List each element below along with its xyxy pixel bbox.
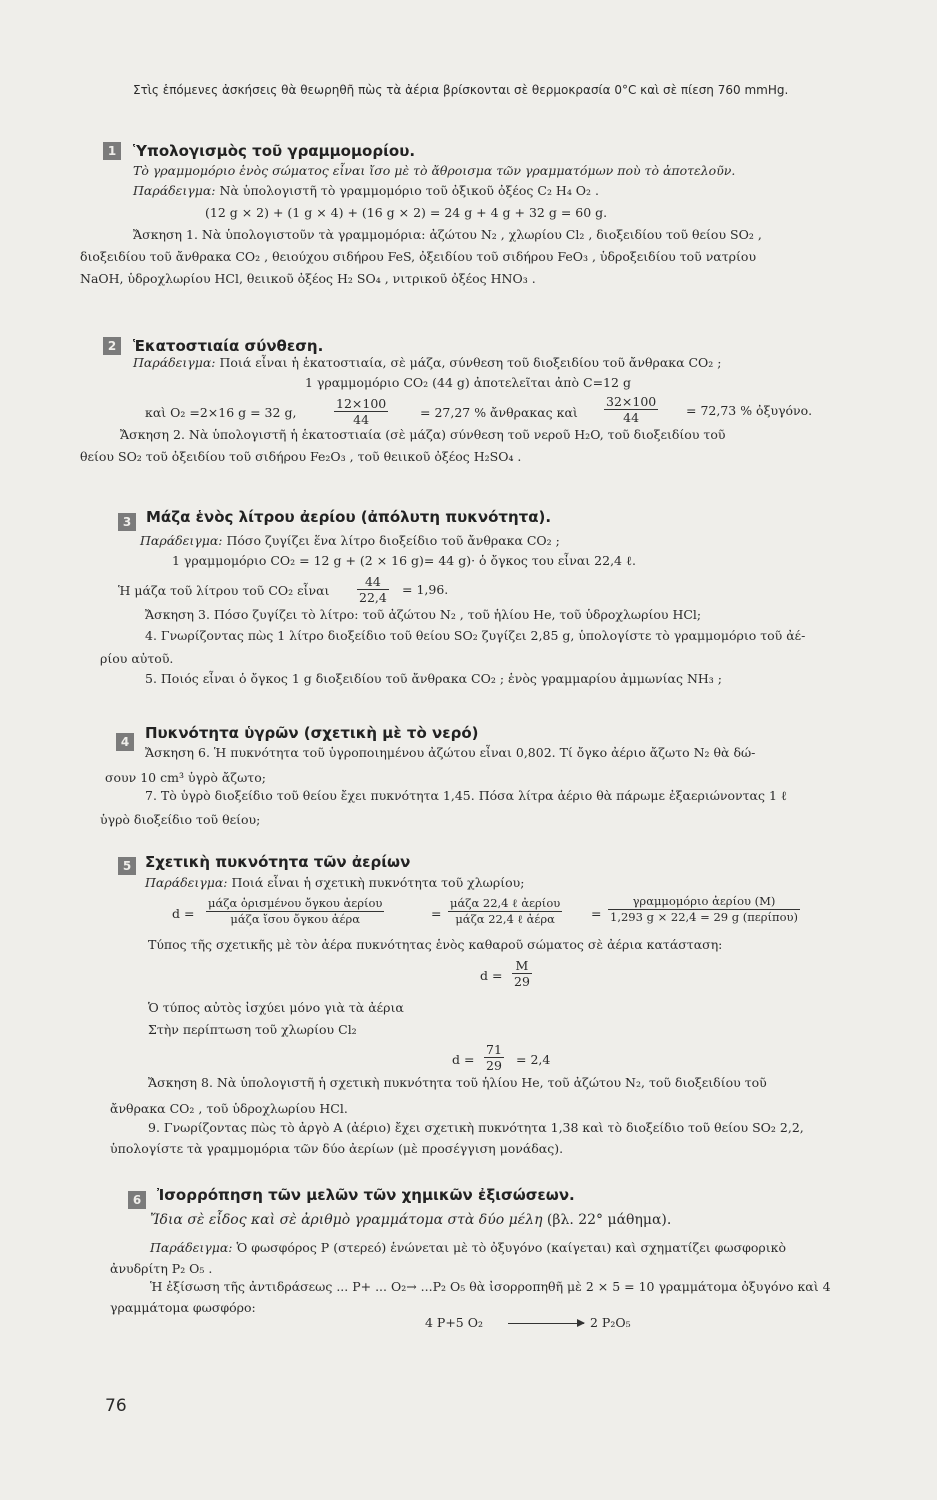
s2-oxygen-percent: = 72,73 % ὀξυγόνο. — [686, 403, 813, 418]
s5-example: Παράδειγμα: Ποιά εἶναι ἡ σχετικὴ πυκνότητα τοῦ χλωρίου; — [145, 875, 525, 890]
s5-d-symbol-2: d = — [480, 968, 503, 983]
s5-equals-2: = — [591, 906, 602, 921]
section-6-number: 6 — [128, 1191, 146, 1209]
s3-molar-volume: 1 γραμμομόριο CO₂ = 12 g + (2 × 16 g)= 44 g)· ὁ ὄγκος του εἶναι 22,4 ℓ. — [172, 553, 636, 568]
s2-molar-mass: 1 γραμμομόριο CO₂ (44 g) ἀποτελεῖται ἀπὸ C=12 g — [305, 375, 631, 390]
s2-oxygen-fraction: $\frac{32\times 100}{44}$ — [606, 394, 657, 425]
section-1-title: Ὑπολογισμὸς τοῦ γραμμομορίου. — [133, 142, 416, 160]
section-4-title: Πυκνότητα ὑγρῶν (σχετικὴ μὲ τὸ νερό) — [145, 724, 479, 742]
s5-exercise-8-line-2: ἄνθρακα CO₂ , τοῦ ὑδροχλωρίου HCl. — [110, 1101, 348, 1116]
s6-equation-products: 2 P₂O₅ — [590, 1315, 631, 1330]
s5-fraction-c: γραμμομόριο ἀερίου (M) 1,293 g × 22,4 = 29 g (περίπου) — [610, 894, 798, 924]
s5-fraction-a: μάζα ὁρισμένου ὄγκου ἀερίου μάζα ἴσου ὄγκου ἀέρα — [208, 896, 383, 926]
s5-note: Ὁ τύπος αὐτὸς ἰσχύει μόνο γιὰ τὰ ἀέρια — [148, 1000, 404, 1015]
section-1-number: 1 — [103, 142, 121, 160]
s4-exercise-6-line-1: Ἄσκηση 6. Ἡ πυκνότητα τοῦ ὑγροποιημένου ἀζώτου εἶναι 0,802. Τί ὄγκο ἀέριο ἄζωτο N₂ θὰ δώ- — [145, 745, 756, 760]
section-5-title: Σχετικὴ πυκνότητα τῶν ἀερίων — [145, 853, 411, 871]
section-3-title: Μάζα ἑνὸς λίτρου ἀερίου (ἀπόλυτη πυκνότητα). — [146, 508, 552, 526]
s2-carbon-fraction: $\frac{12\times 100}{44}$ — [336, 396, 387, 427]
s3-exercise-4-line-1: 4. Γνωρίζοντας πὼς 1 λίτρο διοξείδιο τοῦ θείου SO₂ ζυγίζει 2,85 g, ὑπολογίστε τὸ γραμμομόριο τοῦ ἀέ- — [145, 628, 806, 643]
s2-exercise-line-2: θείου SO₂ τοῦ ὀξειδίου τοῦ σιδήρου Fe₂O₃ , τοῦ θειικοῦ ὀξέος H₂SO₄ . — [80, 449, 522, 464]
s5-exercise-9-line-2: ὑπολογίστε τὰ γραμμομόρια τῶν δύο ἀερίων (μὲ προσέγγιση μονάδας). — [110, 1141, 564, 1156]
reaction-arrow — [508, 1323, 584, 1324]
s4-exercise-6-line-2: σουν 10 cm³ ὑγρὸ ἄζωτο; — [105, 770, 266, 785]
s1-exercise-line-3: NaOH, ὑδροχλωρίου HCl, θειικοῦ ὀξέος H₂ SO₄ , νιτρικοῦ ὀξέος HNO₃ . — [80, 271, 536, 286]
section-6-title: Ἰσορρόπηση τῶν μελῶν τῶν χημικῶν ἐξισώσεων. — [157, 1186, 575, 1204]
s2-carbon-percent: = 27,27 % ἄνθρακας καὶ — [420, 405, 578, 420]
s5-chlorine-result: = 2,4 — [516, 1052, 551, 1067]
s4-exercise-7-line-1: 7. Τὸ ὑγρὸ διοξείδιο τοῦ θείου ἔχει πυκνότητα 1,45. Πόσα λίτρα ἀέριο θὰ πάρωμε ἐξαεριώνοντας 1 ℓ — [145, 788, 787, 803]
s5-exercise-9-line-1: 9. Γνωρίζοντας πὼς τὸ ἀργὸ A (ἀέριο) ἔχει σχετικὴ πυκνότητα 1,38 καὶ τὸ διοξείδιο τοῦ θείου SO₂ 2,2, — [148, 1120, 804, 1135]
section-2-number: 2 — [103, 337, 121, 355]
s1-example: Παράδειγμα: Νὰ ὑπολογιστῆ τὸ γραμμομόριο τοῦ ὀξικοῦ ὀξέος C₂ H₄ O₂ . — [133, 183, 600, 198]
s6-equation-text-line-2: γραμμάτομα φωσφόρο: — [110, 1300, 256, 1315]
s5-exercise-8-line-1: Ἄσκηση 8. Νὰ ὑπολογιστῆ ἡ σχετικὴ πυκνότητα τοῦ ἡλίου He, τοῦ ἀζώτου N₂, τοῦ διοξειδίου τοῦ — [148, 1075, 767, 1090]
section-2-title: Ἑκατοστιαία σύνθεση. — [133, 337, 324, 355]
s3-mass-label: Ἡ μάζα τοῦ λίτρου τοῦ CO₂ εἶναι — [118, 583, 330, 598]
s5-chlorine-case: Στὴν περίπτωση τοῦ χλωρίου Cl₂ — [148, 1022, 357, 1037]
s1-calculation: (12 g × 2) + (1 g × 4) + (16 g × 2) = 24 g + 4 g + 32 g = 60 g. — [205, 205, 608, 220]
s6-example-line-1: Παράδειγμα: Ὁ φωσφόρος P (στερεό) ἑνώνεται μὲ τὸ ὀξυγόνο (καίγεται) καὶ σχηματίζει φωσφορικὸ — [150, 1240, 786, 1255]
s5-d-symbol: d = — [172, 906, 195, 921]
s5-d-symbol-3: d = — [452, 1052, 475, 1067]
s5-formula-fraction: $\frac{M}{29}$ — [514, 958, 530, 989]
s3-density-result: = 1,96. — [402, 582, 449, 597]
intro-text: Στὶς ἑπόμενες ἀσκήσεις θὰ θεωρηθῆ πὼς τὰ ἀέρια βρίσκονται σὲ θερμοκρασία 0°C καὶ σὲ πίεση 760 mmHg. — [133, 83, 789, 97]
page-number: 76 — [105, 1396, 127, 1416]
s1-definition: Τὸ γραμμομόριο ἑνὸς σώματος εἶναι ἴσο μὲ τὸ ἄθροισμα τῶν γραμματόμων ποὺ τὸ ἀποτελοῦν. — [133, 163, 736, 178]
s6-equation-text-line-1: Ἡ ἐξίσωση τῆς ἀντιδράσεως ... P+ ... O₂→ ...P₂ O₅ θὰ ἰσορροπηθῆ μὲ 2 × 5 = 10 γραμμάτομα ὀξυγόνο καὶ 4 — [150, 1279, 831, 1294]
s3-density-fraction: $\frac{44}{22,4}$ — [359, 574, 387, 605]
s5-chlorine-fraction: $\frac{71}{29}$ — [486, 1042, 502, 1073]
s1-exercise-line-1: Ἄσκηση 1. Νὰ ὑπολογιστοῦν τὰ γραμμομόρια: ἀζώτου N₂ , χλωρίου Cl₂ , διοξειδίου τοῦ θείου SO₂ , — [133, 227, 762, 242]
s6-rule: Ἴδια σὲ εἶδος καὶ σὲ ἀριθμὸ γραμμάτομα στὰ δύο μέλη (βλ. 22° μάθημα). — [150, 1212, 672, 1228]
s2-example: Παράδειγμα: Ποιά εἶναι ἡ ἑκατοστιαία, σὲ μάζα, σύνθεση τοῦ διοξειδίου τοῦ ἄνθρακα CO₂ ; — [133, 355, 722, 370]
s3-example: Παράδειγμα: Πόσο ζυγίζει ἕνα λίτρο διοξείδιο τοῦ ἄνθρακα CO₂ ; — [140, 533, 560, 548]
section-5-number: 5 — [118, 857, 136, 875]
s1-exercise-line-2: διοξειδίου τοῦ ἄνθρακα CO₂ , θειούχου σιδήρου FeS, ὀξειδίου τοῦ σιδήρου FeO₃ , ὑδροξειδίου τοῦ νατρίου — [80, 249, 757, 264]
s6-equation-reactants: 4 P+5 O₂ — [425, 1315, 483, 1330]
s6-example-line-2: ἀνυδρίτη P₂ O₅ . — [110, 1261, 213, 1276]
s3-exercise-5: 5. Ποιός εἶναι ὁ ὄγκος 1 g διοξειδίου τοῦ ἄνθρακα CO₂ ; ἑνὸς γραμμαρίου ἀμμωνίας NH₃ ; — [145, 671, 722, 686]
s3-exercise-3: Ἄσκηση 3. Πόσο ζυγίζει τὸ λίτρο: τοῦ ἀζώτου N₂ , τοῦ ἡλίου He, τοῦ ὑδροχλωρίου HCl; — [145, 607, 702, 622]
section-3-number: 3 — [118, 513, 136, 531]
s5-fraction-b: μάζα 22,4 ℓ ἀερίου μάζα 22,4 ℓ ἀέρα — [450, 896, 561, 926]
s5-equals-1: = — [431, 906, 442, 921]
s3-exercise-4-line-2: ρίου αὐτοῦ. — [100, 651, 174, 666]
s2-oxygen-mass: καὶ O₂ =2×16 g = 32 g, — [145, 405, 297, 420]
s2-exercise-line-1: Ἄσκηση 2. Νὰ ὑπολογιστῆ ἡ ἑκατοστιαία (σὲ μάζα) σύνθεση τοῦ νεροῦ H₂O, τοῦ διοξειδίου τοῦ — [120, 427, 726, 442]
s5-formula-caption: Τύπος τῆς σχετικῆς μὲ τὸν ἀέρα πυκνότητας ἑνὸς καθαροῦ σώματος σὲ ἀέρια κατάσταση: — [148, 937, 723, 952]
s4-exercise-7-line-2: ὑγρὸ διοξείδιο τοῦ θείου; — [100, 812, 261, 827]
section-4-number: 4 — [116, 733, 134, 751]
